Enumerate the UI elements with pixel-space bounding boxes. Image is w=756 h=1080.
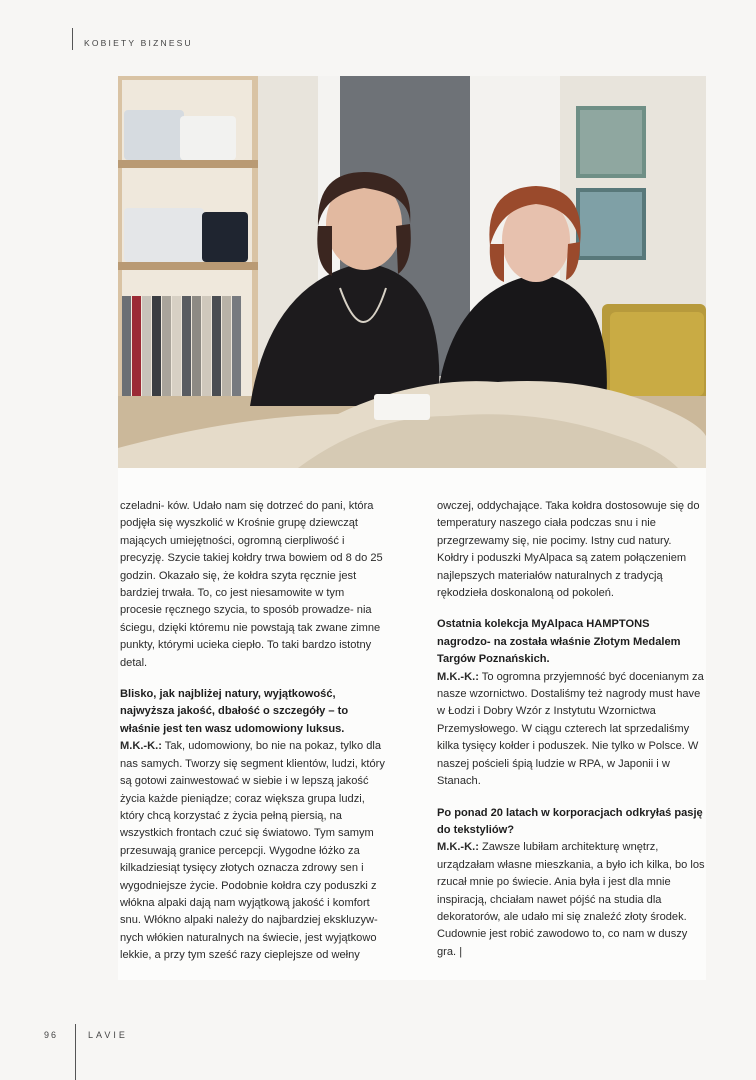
paragraph: owczej, oddychające. Taka kołdra dostosowuje się do temperatury naszego ciała podczas snu i nie przegrzewamy się, nie pocimy. Istny cud natury. Kołdry i poduszki MyAlpaca są zatem połączeniem najlepszych materiałów naturalnych z tradycją rękodzieła doskonaloną od pokoleń. — [437, 500, 700, 600]
left-column — [120, 498, 388, 965]
page-number: 96 — [44, 1030, 59, 1040]
speaker-label: M.K.-K.: — [437, 670, 479, 683]
speaker-label: M.K.-K.: — [120, 740, 162, 753]
answer-text: Zawsze lubiłam architekturę wnętrz, urządzałam własne mieszkania, a było ich kilka, bo los rzucał mnie po świecie. Ania była i jest dla mnie inspiracją, chciałam nawet pójść na studia dla dekoratorów, ale udało mi się znaleźć złoty środek. Cudownie jest robić zawodowo to, co nam w duszy gra. | — [437, 841, 705, 958]
right-column — [437, 498, 705, 961]
interview-question: Blisko, jak najbliżej natury, wyjątkowość, najwyższa jakość, dbałość o szczegóły – to właśnie jest ten wasz udomowiony luksus. — [120, 688, 349, 735]
interview-question: Po ponad 20 latach w korporacjach odkryłaś pasję do tekstyliów? — [437, 806, 703, 836]
photo-two-women — [118, 76, 706, 468]
interview-answer — [437, 669, 705, 791]
answer-text: Tak, udomowiony, bo nie na pokaz, tylko dla nas samych. Tworzy się segment klientów, ludzi, który są gotowi zainwestować w siebie i w lepszą jakość życia każde pieniądze; coraz większa grupa ludzi, który chcą korzystać z życia pełną piersią, na wszystkich frontach czuć się światowo. Tym samym przesuwają granice percepcji. Wygodne łóżko za kilkadziesiąt tysięcy złotych oznacza zdrowy sen i wygodniejsze życie. Podobnie kołdra czy poduszki z włókna alpaki dają nam wyjątkową jakość i komfort snu. Włókno alpaki należy do najbardziej ekskluzyw- nych włókien naturalnych na świecie, jest wyjątkowo lekkie, a przy tym sześć razy cieplejsze od wełny — [120, 740, 385, 962]
header-divider — [72, 28, 73, 50]
footer-divider — [75, 1024, 76, 1080]
answer-text: To ogromna przyjemność być docenianym za nasze wzornictwo. Dostaliśmy też nagrody must have w Łodzi i Dobry Wzór z Instytutu Wzornictwa Przemysłowego. W ciągu czterech lat sprzedaliśmy kilka tysięcy kołder i poduszek. Nie tylko w Polsce. W naszej pościeli śpią ludzie w RPA, w Japonii i w Stanach. — [437, 670, 704, 788]
interview-answer — [437, 839, 705, 961]
magazine-name: LAVIE — [88, 1030, 128, 1040]
paragraph: czeladni- ków. Udało nam się dotrzeć do pani, która podjęła się wyszkolić w Krośnie grupę dziewcząt mających umiejętności, ogromną cierpliwość i precyzję. Szycie takiej kołdry trwa bowiem od 8 do 25 godzin. Okazało się, że kołdra szyta ręcznie jest bardziej trwała. To, co jest niesamowite w tym procesie ręcznego szycia, to sposób prowadze- nia ściegu, dzięki któremu nie powstają tak zwane zimne punkty, którymi ucieka ciepło. To taki bardzo istotny detal. — [120, 500, 383, 669]
interview-answer — [120, 738, 388, 964]
interview-question: Ostatnia kolekcja MyAlpaca HAMPTONS nagrodzo- na została właśnie Złotym Medalem Targów Poznańskich. — [437, 618, 681, 666]
section-header: KOBIETY BIZNESU — [84, 38, 193, 48]
speaker-label: M.K.-K.: — [437, 841, 479, 854]
photo-illustration — [118, 76, 706, 468]
